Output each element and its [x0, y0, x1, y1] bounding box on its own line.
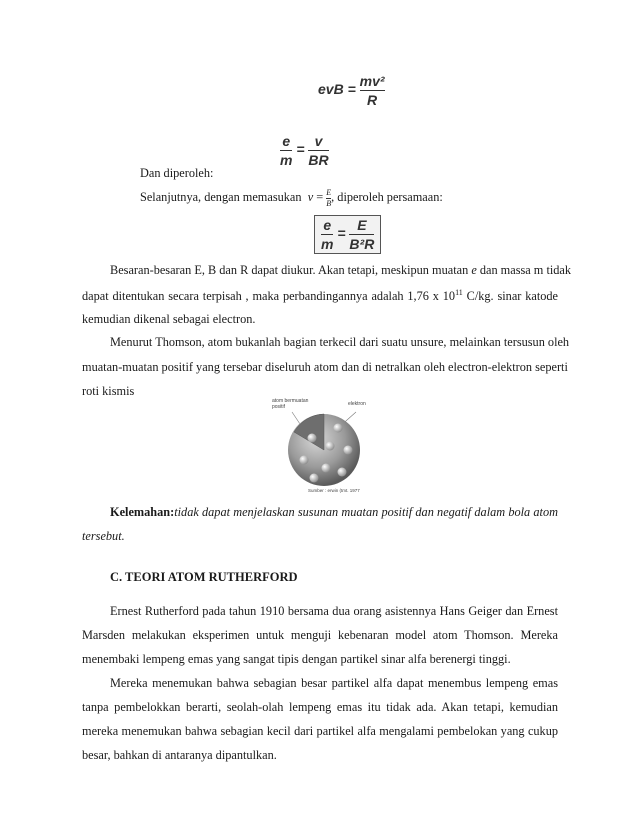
p3-line-2: Marsden melakukan eksperimen untuk menguji kebenaran model atom Thomson. Mereka — [82, 628, 558, 642]
kelemahan-line-1 — [110, 505, 558, 520]
eq1-numerator: mv² — [359, 73, 385, 89]
eq1-left: evB = — [318, 81, 356, 98]
kelemahan-line-2: tersebut. — [82, 529, 125, 543]
p1-e-symbol: e — [471, 263, 477, 277]
p1-l2b: C/kg. sinar katode — [462, 289, 558, 304]
selanjutnya-tail: , diperoleh persamaan: — [331, 190, 443, 204]
eq3-equals: = — [337, 225, 346, 242]
p3-line-3: menembaki lempeng emas yang sangat tipis dengan partikel sinar alfa berenergi tinggi. — [82, 652, 511, 666]
equation-e-over-m — [280, 134, 329, 167]
eq1-denominator: R — [367, 92, 378, 108]
plum-pudding-illustration — [268, 398, 380, 496]
eq2-num-left: e — [282, 133, 291, 149]
p2-line-2: muatan-muatan positif yang tersebar diseluruh atom dan di netralkan oleh electron-elektron seperti — [82, 360, 568, 374]
kelemahan-text: tidak dapat menjelaskan susunan muatan positif dan negatif dalam bola atom — [174, 505, 558, 519]
p1-l1a: Besaran-besaran E, B dan R dapat diukur. Akan tetapi, meskipun muatan — [110, 263, 472, 277]
eq3-den-left: m — [321, 236, 334, 252]
selanjutnya-text: Selanjutnya, dengan memasukan — [140, 190, 302, 204]
inline-den: B — [326, 198, 332, 208]
v-symbol: v — [307, 190, 314, 204]
selanjutnya-line — [140, 186, 443, 209]
kelemahan-label: Kelemahan: — [110, 505, 175, 519]
electron-7 — [310, 474, 319, 483]
p4-line-2: tanpa pembelokkan berarti, seolah-olah lempeng emas itu tidak ada. Akan tetapi, kemudian — [82, 700, 558, 714]
electron-2 — [334, 424, 343, 433]
figure-label-electron: elektron — [348, 401, 366, 407]
inline-num: E — [326, 187, 332, 197]
equation-e-over-m-field — [314, 215, 381, 254]
p1-l1b: dan massa m tidak — [476, 263, 572, 277]
thomson-atom-figure — [268, 398, 380, 496]
p1-line-1 — [110, 263, 572, 278]
eq3-den-right: B²R — [349, 236, 375, 252]
eq2-den-left: m — [280, 152, 293, 168]
electron-3 — [344, 446, 353, 455]
p3-line-1: Ernest Rutherford pada tahun 1910 bersama dua orang asistennya Hans Geiger dan Ernest — [110, 604, 558, 618]
eq2-equals: = — [296, 141, 305, 158]
p2-line-3: roti kismis — [82, 384, 135, 398]
electron-1 — [308, 434, 317, 443]
p4-line-1: Mereka menemukan bahwa sebagian besar partikel alfa dapat menembus lempeng emas — [110, 676, 558, 690]
electron-5 — [322, 464, 331, 473]
equation-lorentz — [318, 74, 385, 107]
eq2-den-right: BR — [308, 152, 329, 168]
p1-line-3: kemudian dikenal sebagai electron. — [82, 312, 256, 326]
inline-equals: = — [313, 190, 327, 204]
p1-line-2 — [82, 288, 558, 304]
section-heading: C. TEORI ATOM RUTHERFORD — [110, 570, 298, 584]
eq3-num-right: E — [357, 217, 367, 233]
electron-6 — [338, 468, 347, 477]
eq3-num-left: e — [323, 217, 332, 233]
dan-diperoleh: Dan diperoleh: — [140, 166, 214, 180]
electron-4 — [300, 456, 309, 465]
electron-8 — [326, 442, 335, 451]
p4-line-4: besar, bahkan di antaranya dipantulkan. — [82, 748, 277, 762]
figure-label-positive: atom bermuatan positif — [272, 398, 309, 410]
figure-source: Sumber : erwin (tmt. 1977 — [308, 488, 360, 493]
p1-exponent: 11 — [455, 288, 463, 297]
p2-line-1: Menurut Thomson, atom bukanlah bagian terkecil dari suatu unsure, melainkan tersusun oleh — [110, 335, 570, 349]
p1-l2a: dapat ditentukan secara terpisah , maka perbandingannya adalah 1,76 x 10 — [82, 289, 456, 304]
p4-line-3: mereka menemukan bahwa sebagian kecil dari partikel alfa mengalami pembelokan yang cukup — [82, 724, 558, 738]
eq2-num-right: v — [314, 133, 323, 149]
